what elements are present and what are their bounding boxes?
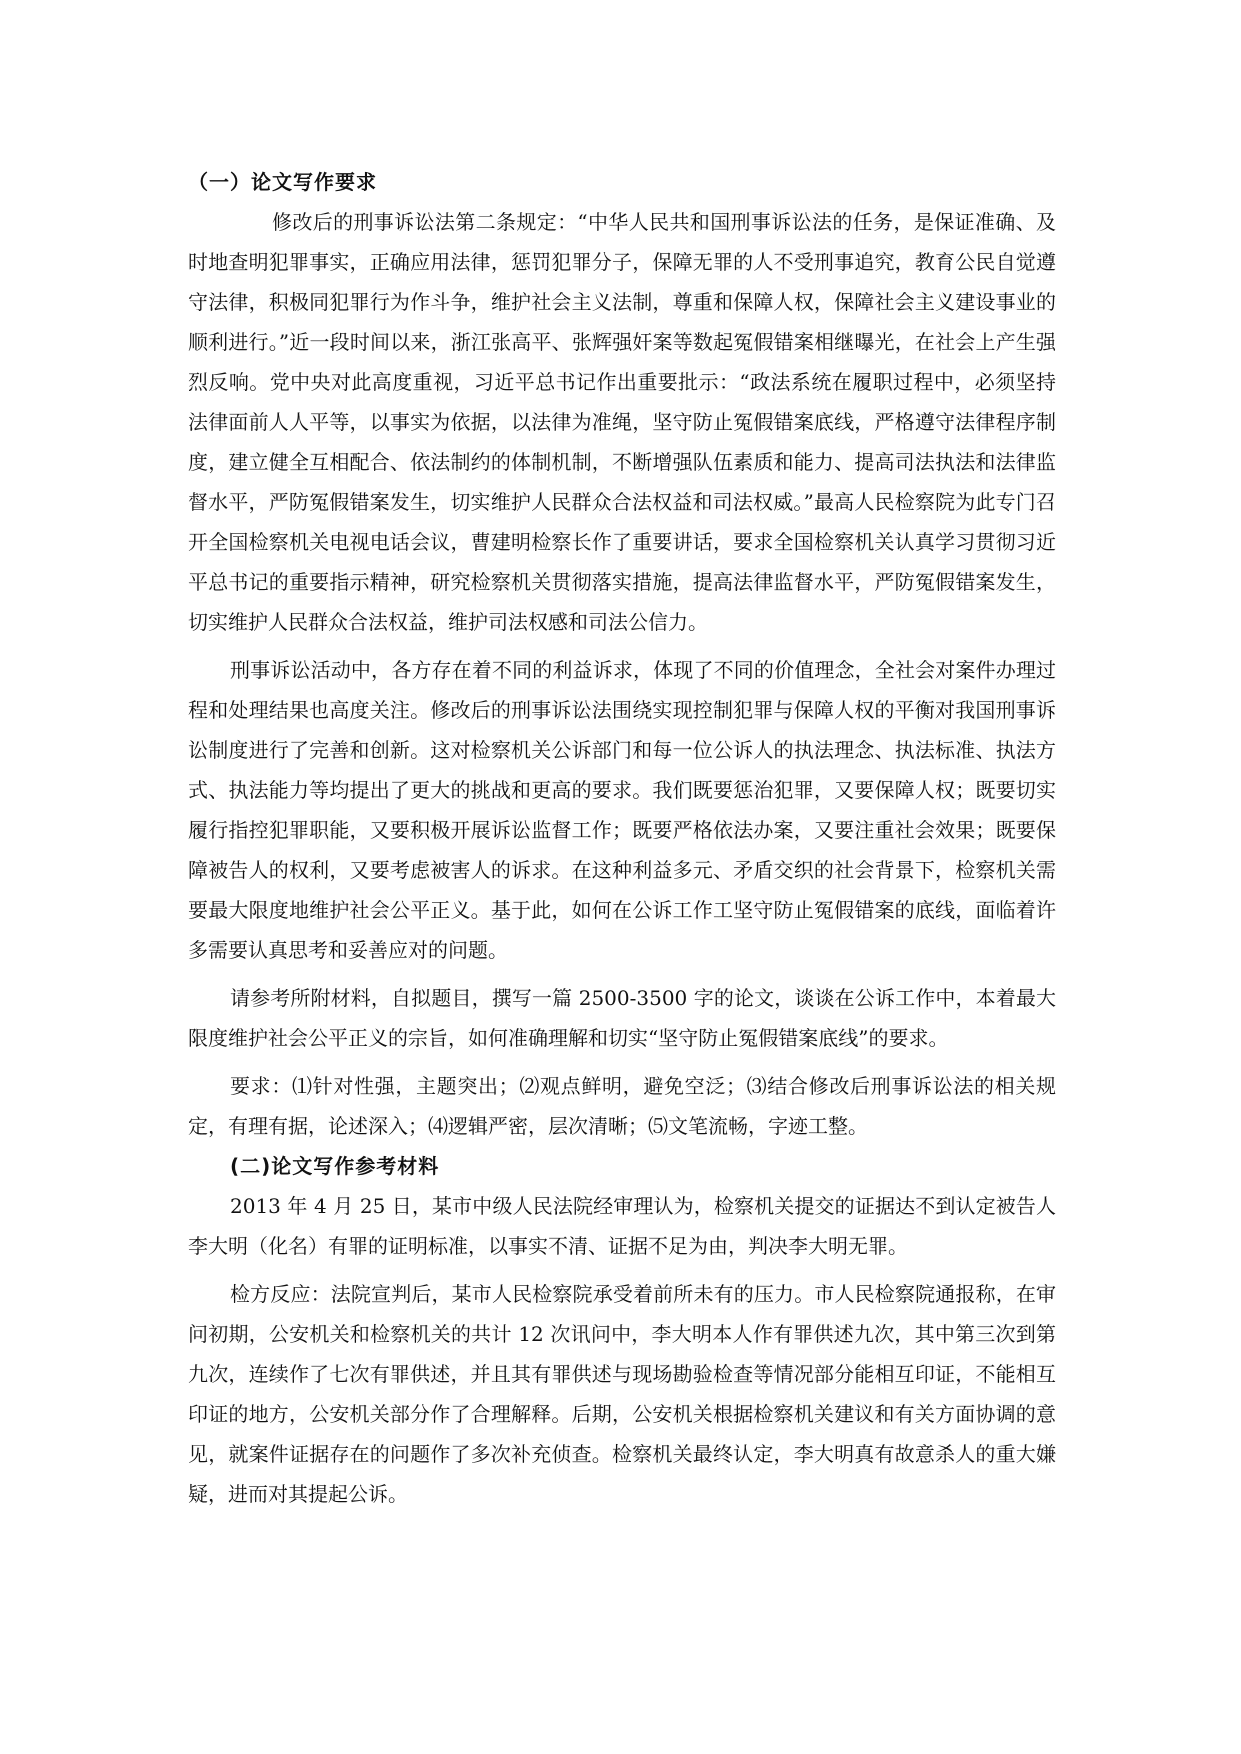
paragraph-requirements-list: 要求：⑴针对性强，主题突出；⑵观点鲜明，避免空泛；⑶结合修改后刑事诉讼法的相关规定，有理有据，论述深入；⑷逻辑严密，层次清晰；⑸文笔流畅，字迹工整。 (188, 1074, 1056, 1138)
paragraph-court-ruling: 2013 年 4 月 25 日，某市中级人民法院经审理认为，检察机关提交的证据达不到认定被告人李大明（化名）有罪的证明标准，以事实不清、证据不足为由，判决李大明无罪。 (188, 1194, 1056, 1258)
paragraph-background: 刑事诉讼活动中，各方存在着不同的利益诉求，体现了不同的价值理念，全社会对案件办理过程和处理结果也高度关注。修改后的刑事诉讼法围绕实现控制犯罪与保障人权的平衡对我国刑事诉讼制度进行了完善和创新。这对检察机关公诉部门和每一位公诉人的执法理念、执法标准、执法方式、执法能力等均提出了更大的挑战和更高的要求。我们既要惩治犯罪，又要保障人权；既要切实履行指控犯罪职能，又要积极开展诉讼监督工作；既要严格依法办案，又要注重社会效果；既要保障被告人的权利，又要考虑被害人的诉求。在这种利益多元、矛盾交织的社会背景下，检察机关需要最大限度地维护社会公平正义。基于此，如何在公诉工作工坚守防止冤假错案的底线，面临着许多需要认真思考和妥善应对的问题。 (188, 658, 1056, 962)
section-heading-materials: (二)论文写作参考材料 (230, 1154, 440, 1178)
paragraph-task: 请参考所附材料，自拟题目，撰写一篇 2500-3500 字的论文，谈谈在公诉工作中，本着最大限度维护社会公平正义的宗旨，如何准确理解和切实“坚守防止冤假错案底线”的要求。 (188, 986, 1056, 1050)
paragraph-law-article: 修改后的刑事诉讼法第二条规定：“中华人民共和国刑事诉讼法的任务，是保证准确、及时地查明犯罪事实，正确应用法律，惩罚犯罪分子，保障无罪的人不受刑事追究，教育公民自觉遵守法律，积极同犯罪行为作斗争，维护社会主义法制，尊重和保障人权，保障社会主义建设事业的顺利进行。”近一段时间以来，浙江张高平、张辉强奸案等数起冤假错案相继曝光，在社会上产生强烈反响。党中央对此高度重视，习近平总书记作出重要批示：“政法系统在履职过程中，必须坚持法律面前人人平等，以事实为依据，以法律为准绳，坚守防止冤假错案底线，严格遵守法律程序制度，建立健全互相配合、依法制约的体制机制，不断增强队伍素质和能力、提高司法执法和法律监督水平，严防冤假错案发生，切实维护人民群众合法权益和司法权威。”最高人民检察院为此专门召开全国检察机关电视电话会议，曹建明检察长作了重要讲话，要求全国检察机关认真学习贯彻习近平总书记的重要指示精神，研究检察机关贯彻落实措施，提高法律监督水平，严防冤假错案发生，切实维护人民群众合法权益，维护司法权感和司法公信力。 (188, 210, 1056, 634)
section-heading-requirements: （一）论文写作要求 (188, 170, 377, 194)
document-body (188, 162, 1056, 1514)
paragraph-prosecution-response: 检方反应：法院宣判后，某市人民检察院承受着前所未有的压力。市人民检察院通报称，在审问初期，公安机关和检察机关的共计 12 次讯问中，李大明本人作有罪供述九次，其中第三次到第九次，连续作了七次有罪供述，并且其有罪供述与现场勘验检查等情况部分能相互印证，不能相互印证的地方，公安机关部分作了合理解释。后期，公安机关根据检察机关建议和有关方面协调的意见，就案件证据存在的问题作了多次补充侦查。检察机关最终认定，李大明真有故意杀人的重大嫌疑，进而对其提起公诉。 (188, 1282, 1056, 1506)
